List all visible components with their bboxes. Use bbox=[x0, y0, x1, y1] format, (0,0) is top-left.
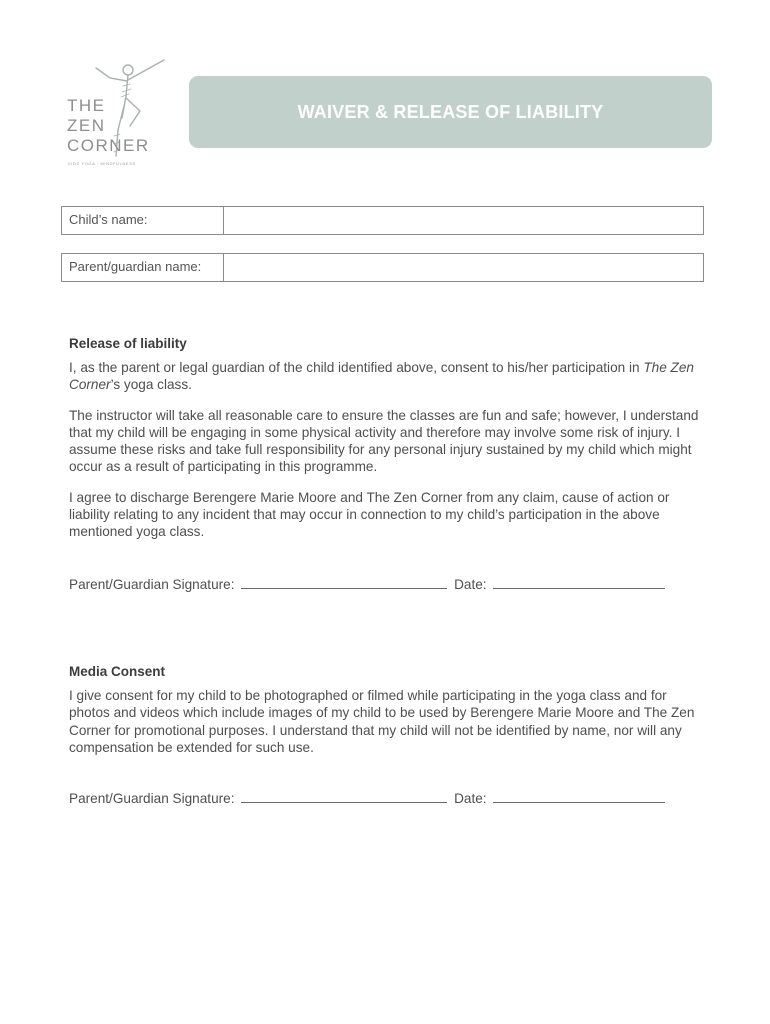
page-title: WAIVER & RELEASE OF LIABILITY bbox=[297, 101, 604, 122]
release-p1-start: I, as the parent or legal guardian of the child identified above, consent to his/her participation in bbox=[69, 360, 644, 375]
release-date-label: Date: bbox=[454, 577, 487, 592]
release-p1-italic: The Zen Corner bbox=[69, 360, 694, 393]
child-name-label: Child’s name: bbox=[62, 207, 224, 234]
logo-tagline: KIDS YOGA · MINDFULNESS bbox=[68, 161, 136, 166]
logo-line-corner: CORNER bbox=[67, 136, 150, 155]
logo-line-zen: ZEN bbox=[67, 116, 106, 135]
release-paragraph-3: I agree to discharge Berengere Marie Moore and The Zen Corner from any claim, cause of action or liability relating to any incident that may occur in connection to my child’s participation in the above mentioned yoga class. bbox=[69, 489, 670, 540]
logo-line-the: THE bbox=[67, 96, 106, 115]
parent-name-row bbox=[61, 253, 704, 282]
media-date-field[interactable] bbox=[493, 790, 665, 803]
release-p1-end: ’s yoga class. bbox=[110, 377, 192, 393]
release-date-field[interactable] bbox=[493, 576, 665, 589]
release-heading: Release of liability bbox=[69, 336, 187, 351]
release-signature-field[interactable] bbox=[241, 576, 447, 589]
media-signature-field[interactable] bbox=[241, 790, 447, 803]
media-date-label: Date: bbox=[454, 791, 487, 806]
child-name-input[interactable] bbox=[224, 207, 703, 234]
release-signature-line bbox=[69, 576, 665, 592]
media-signature-line bbox=[69, 790, 665, 806]
logo-wordmark bbox=[67, 96, 150, 156]
media-signature-label: Parent/Guardian Signature: bbox=[69, 791, 235, 806]
release-section bbox=[69, 336, 709, 554]
parent-name-input[interactable] bbox=[224, 254, 703, 281]
zen-corner-logo bbox=[60, 56, 170, 171]
title-banner bbox=[189, 76, 712, 148]
release-signature-label: Parent/Guardian Signature: bbox=[69, 577, 235, 592]
release-paragraph-2: The instructor will take all reasonable care to ensure the classes are fun and safe; however, I understand that my child will be engaging in some physical activity and therefore may involve some risk of injury. I assume these risks and take full responsibility for any personal injury sustained by my child which might occur as a result of participating in this programme. bbox=[69, 407, 699, 475]
child-name-row bbox=[61, 206, 704, 235]
media-section bbox=[69, 664, 709, 769]
media-paragraph-1: I give consent for my child to be photographed or filmed while participating in the yoga class and for photos and videos which include images of my child to be used by Berengere Marie Moore and The Zen Corner for promotional purposes. I understand that my child will not be identified by name, nor will any compensation be extended for such use. bbox=[69, 688, 695, 755]
parent-name-label: Parent/guardian name: bbox=[62, 254, 224, 281]
release-paragraph-1 bbox=[69, 359, 709, 394]
media-heading: Media Consent bbox=[69, 664, 166, 679]
